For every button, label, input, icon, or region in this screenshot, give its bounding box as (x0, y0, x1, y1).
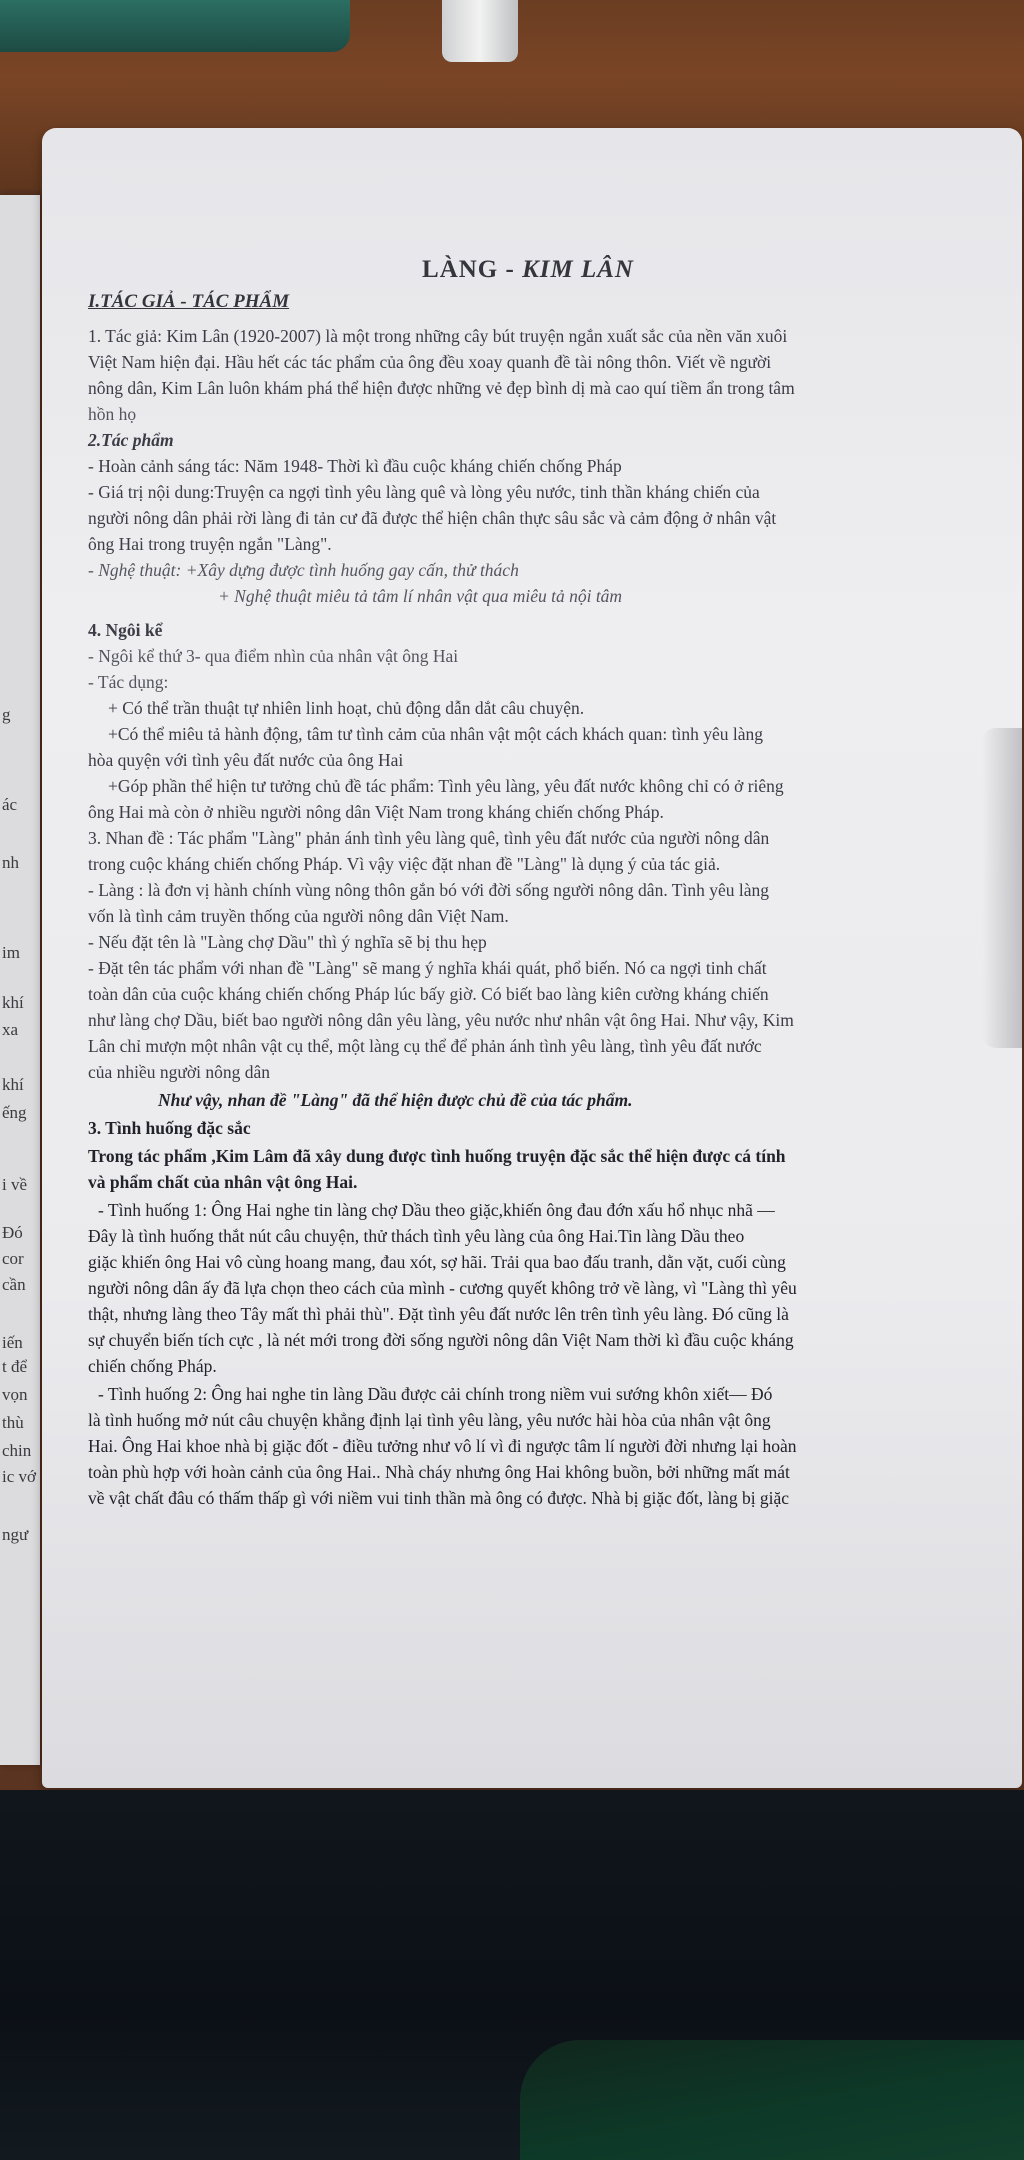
back-page-text: cor (2, 1249, 24, 1268)
back-page-text: khí (2, 1075, 24, 1094)
text-line: - Nếu đặt tên là "Làng chợ Dầu" thì ý nghĩa sẽ bị thu hẹp (88, 932, 487, 952)
green-cloth (520, 2040, 1024, 2160)
text-line: của nhiều người nông dân (88, 1062, 271, 1082)
text-line: - Đặt tên tác phẩm với nhan đề "Làng" sẽ mang ý nghĩa khái quát, phổ biến. Nó ca ngợi tinh chất (88, 958, 767, 978)
text-line: hồn họ (88, 404, 137, 424)
text-line: - Ngôi kể thứ 3- qua điểm nhìn của nhân vật ông Hai (88, 646, 459, 666)
text-line: ông Hai trong truyện ngắn "Làng". (88, 534, 332, 554)
back-page-text: ác (2, 795, 18, 814)
back-page-text: g (2, 705, 11, 724)
text-line: vốn là tình cảm truyền thống của người nông dân Việt Nam. (88, 906, 509, 926)
back-page-text: t để (2, 1357, 28, 1376)
usb-drive-object (442, 0, 518, 62)
subsection-heading: 4. Ngôi kể (88, 620, 163, 640)
back-page-text: ngư (2, 1525, 29, 1544)
back-page-text: cần (2, 1275, 26, 1294)
text-line: Lân chỉ mượn một nhân vật cụ thể, một làng cụ thể để phản ánh tình yêu làng, tình yêu đất nước (88, 1036, 762, 1056)
back-page-text: im (2, 943, 20, 962)
text-line: Hai. Ông Hai khoe nhà bị giặc đốt - điều tưởng như vô lí vì đi ngược tâm lí người đời nhưng lại hoàn (88, 1436, 797, 1456)
text-line: nông dân, Kim Lân luôn khám phá thể hiện được những vẻ đẹp bình dị mà cao quí tiềm ẩn trong tâm (88, 378, 795, 398)
text-line: là tình huống mở nút câu chuyện khẳng định lại tình yêu làng, yêu nước hài hòa của nhân vật ông (88, 1410, 771, 1430)
text-line: giặc khiến ông Hai vô cùng hoang mang, đau xót, sợ hãi. Trải qua bao đấu tranh, dằn vặt, cuối cùng (88, 1252, 786, 1272)
text-line: chiến chống Pháp. (88, 1356, 217, 1376)
text-line: toàn phù hợp với hoàn cảnh của ông Hai.. Nhà cháy nhưng ông Hai không buồn, bởi những mất mát (88, 1462, 790, 1482)
back-page-text: Đó (2, 1223, 23, 1242)
page-title (48, 256, 1008, 284)
text-line: - Hoàn cảnh sáng tác: Năm 1948- Thời kì đầu cuộc kháng chiến chống Pháp (88, 456, 622, 476)
text-line: - Tình huống 1: Ông Hai nghe tin làng chợ Dầu theo giặc,khiến ông đau đớn xấu hổ nhục nhã — (98, 1200, 775, 1220)
section-heading: I.TÁC GIẢ - TÁC PHẨM (88, 291, 290, 312)
back-page-text: ic vớ (2, 1467, 37, 1486)
text-line: 1. Tác giả: Kim Lân (1920-2007) là một trong những cây bút truyện ngắn xuất sắc của nền văn xuôi (88, 326, 788, 346)
text-line: +Có thể miêu tả hành động, tâm tư tình cảm của nhân vật một cách khách quan: tình yêu làng (108, 724, 764, 744)
text-line: người nông dân ấy đã lựa chọn theo cách của mình - cương quyết không trở về làng, vì "Làng thì yêu (88, 1278, 797, 1298)
back-page-text: vọn (2, 1385, 28, 1404)
back-page-text: iến (2, 1333, 23, 1352)
text-line: ông Hai mà còn ở nhiều người nông dân Việt Nam trong kháng chiến chống Pháp. (88, 802, 664, 822)
text-line: sự chuyển biến tích cực , là nét mới trong đời sống người nông dân Việt Nam thời kì đầu cuộc kháng (88, 1330, 794, 1350)
text-line: Việt Nam hiện đại. Hầu hết các tác phẩm của ông đều xoay quanh đề tài nông thôn. Viết về người (88, 352, 772, 372)
back-page-text: chin (2, 1441, 32, 1460)
text-line: - Làng : là đơn vị hành chính vùng nông thôn gắn bó với đời sống người nông dân. Tình yêu làng (88, 880, 769, 900)
text-line: +Góp phần thể hiện tư tưởng chủ đề tác phẩm: Tình yêu làng, yêu đất nước không chỉ có ở riêng (108, 776, 784, 796)
document-page (42, 128, 1022, 1788)
text-line: hòa quyện với tình yêu đất nước của ông Hai (88, 750, 404, 770)
text-line: - Giá trị nội dung:Truyện ca ngợi tình yêu làng quê và lòng yêu nước, tinh thần kháng chiến của (88, 482, 760, 502)
title-author: KIM LÂN (522, 256, 634, 283)
text-line: Đây là tình huống thắt nút câu chuyện, thử thách tình yêu làng của ông Hai.Tin làng Dầu theo (88, 1226, 745, 1246)
text-line: thật, nhưng làng theo Tây mất thì phải thù". Đặt tình yêu đất nước lên trên tình yêu làng. Đó cũng là (88, 1304, 789, 1324)
green-object (0, 0, 350, 52)
subsection-heading: 2.Tác phẩm (88, 430, 174, 450)
text-line: - Tác dụng: (88, 672, 169, 692)
back-page-text: xa (2, 1020, 19, 1039)
text-line: người nông dân phải rời làng đi tản cư đã được thể hiện chân thực sâu sắc và cảm động ở nhân vật (88, 508, 777, 528)
subsection-heading: 3. Tình huống đặc sắc (88, 1118, 251, 1138)
text-line: 3. Nhan đề : Tác phẩm "Làng" phản ánh tình yêu làng quê, tình yêu đất nước của người nông dân (88, 828, 770, 848)
back-page-text: i về (2, 1175, 28, 1194)
back-page-text: khí (2, 993, 24, 1012)
back-page-text: nh (2, 853, 19, 872)
text-line: + Có thể trần thuật tự nhiên linh hoạt, chủ động dẫn dắt câu chuyện. (108, 698, 585, 718)
text-line: - Nghệ thuật: +Xây dựng được tình huống gay cấn, thử thách (88, 560, 519, 580)
text-line: về vật chất đâu có thấm thấp gì với niềm vui tinh thần mà ông có được. Nhà bị giặc đốt, làng bị giặc (88, 1488, 790, 1508)
text-line: Trong tác phẩm ,Kim Lâm đã xây dung được tình huống truyện đặc sắc thể hiện được cá tính (88, 1146, 786, 1166)
text-line: như làng chợ Dầu, biết bao người nông dân yêu làng, yêu nước như nhân vật ông Hai. Như vậy, Kim (88, 1010, 794, 1030)
back-page (0, 195, 40, 1765)
text-line: toàn dân của cuộc kháng chiến chống Pháp lúc bấy giờ. Có biết bao làng kiên cường kháng chiến (88, 984, 769, 1004)
title-main: LÀNG - (422, 256, 523, 283)
text-line: và phẩm chất của nhân vật ông Hai. (88, 1172, 358, 1192)
back-page-text: thù (2, 1413, 24, 1432)
page-shadow (982, 728, 1022, 1048)
back-page-text: ếng (2, 1103, 27, 1122)
text-line: Như vậy, nhan đề "Làng" đã thể hiện được chủ đề của tác phẩm. (158, 1090, 633, 1110)
text-line: - Tình huống 2: Ông hai nghe tin làng Dầu được cải chính trong niềm vui sướng khôn xiết— Đó (98, 1384, 773, 1404)
text-line: + Nghệ thuật miêu tả tâm lí nhân vật qua miêu tả nội tâm (218, 586, 623, 606)
text-line: trong cuộc kháng chiến chống Pháp. Vì vậy việc đặt nhan đề "Làng" là dụng ý của tác giả. (88, 854, 721, 874)
